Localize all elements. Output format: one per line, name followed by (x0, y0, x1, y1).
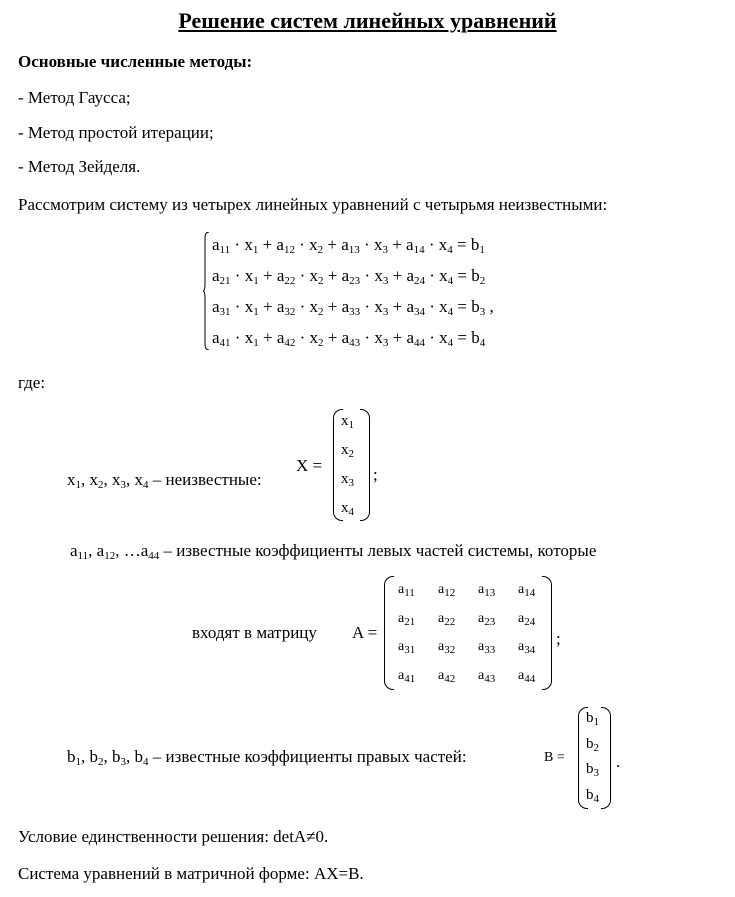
matrix-cell (478, 612, 495, 626)
rhs-line (67, 747, 467, 768)
entry: $b_3$ (586, 761, 599, 779)
a-trailing: ; (556, 629, 561, 648)
entry-subscript: 3 (593, 767, 599, 779)
coefficient: $a_{32}$ (276, 297, 296, 318)
variable: $x_2$ (309, 328, 324, 349)
variable-subscript: 3 (382, 306, 389, 318)
rhs-text: – известные коэффициенты правых частей: (152, 747, 467, 766)
entry-subscript: 1 (593, 716, 599, 728)
coefficient-subscript: 23 (349, 275, 361, 287)
coefficient: $a_{42}$ (276, 328, 296, 349)
b-trailing: . (616, 752, 621, 771)
coefficient-subscript: 34 (413, 306, 425, 318)
entry: $a_{13}$ (478, 582, 496, 599)
entry: $x_3$ (341, 471, 354, 489)
coefficient-subscript: 13 (348, 244, 360, 256)
variable: $x_4$ (438, 235, 453, 256)
coefficient-subscript: 11 (77, 550, 89, 562)
coefficient: $a_{12}$ (276, 235, 295, 256)
matrix-form: Система уравнений в матричной форме: AX=B. (18, 864, 364, 883)
matrix-cell (518, 583, 535, 597)
unknown-subscript: 4 (143, 479, 149, 491)
matrix-cell (398, 669, 415, 683)
entry: $a_{41}$ (398, 667, 416, 685)
unknowns-text: – неизвестные: (152, 470, 262, 489)
equation-row: $a_{21} \cdot x_1 + a_{22} \cdot x_2 + a_{23} \cdot x_3 + a_{24} \cdot x_4 = b_2$ (212, 266, 486, 287)
entry-subscript: 41 (404, 672, 416, 685)
rhs-coefficient-subscript: 3 (120, 756, 126, 768)
vector-entry (586, 762, 599, 777)
entry: $a_{34}$ (518, 639, 536, 656)
coefficient: $a_{22}$ (276, 266, 296, 287)
entry: $a_{33}$ (478, 639, 496, 656)
entry: $a_{21}$ (398, 610, 416, 628)
entry-subscript: 23 (484, 615, 496, 628)
rhs-term: $b_4$ (471, 328, 486, 349)
rhs-coefficient: $b_3$ (112, 747, 126, 768)
coefficient-subscript: 14 (413, 244, 425, 256)
entry: $a_{32}$ (438, 639, 456, 656)
method-item: - Метод простой итерации; (18, 123, 214, 142)
entry: $x_1$ (341, 413, 354, 431)
entry-subscript: 33 (484, 644, 496, 656)
variable-subscript: 4 (447, 244, 453, 256)
equation-row: $a_{41} \cdot x_1 + a_{42} \cdot x_2 + a_{43} \cdot x_3 + a_{44} \cdot x_4 = b_4$ (212, 328, 486, 349)
intro-text: Рассмотрим систему из четырех линейных уравнений с четырьмя неизвестными: (18, 195, 608, 214)
rhs-coefficient: $b_2$ (89, 747, 104, 768)
matrix-cell (398, 612, 415, 626)
variable-subscript: 3 (382, 275, 389, 287)
rhs-coefficient-subscript: 4 (143, 756, 149, 768)
entry: $a_{24}$ (518, 610, 536, 628)
variable-subscript: 1 (253, 306, 259, 318)
entry: $a_{14}$ (518, 582, 536, 599)
entry-subscript: 2 (348, 448, 354, 460)
matrix-cell (398, 583, 415, 597)
variable: $x_2$ (309, 266, 324, 287)
rhs-term-subscript: 1 (479, 244, 485, 256)
variable: $x_3$ (373, 235, 388, 256)
variable: $x_1$ (244, 266, 259, 287)
rhs-coefficient-subscript: 1 (75, 756, 81, 768)
entry-subscript: 4 (593, 792, 599, 805)
unknown: $x_1$ (67, 470, 81, 491)
entry-subscript: 12 (444, 587, 456, 599)
rhs-term: $b_1$ (470, 235, 485, 256)
coefficient: $a_{33}$ (341, 297, 361, 318)
unknown: $x_2$ (89, 470, 104, 491)
equation-row: $a_{11} \cdot x_1 + a_{12} \cdot x_2 + a_{13} \cdot x_3 + a_{14} \cdot x_4 = b_1$ (212, 235, 485, 256)
unknowns-line (67, 470, 262, 491)
matrix-cell (438, 583, 455, 597)
entry-subscript: 2 (593, 741, 599, 754)
rhs-list: $b_1$, $b_2$, $b_3$, $b_4$ (67, 747, 149, 768)
rhs-coefficient-subscript: 2 (98, 756, 104, 768)
coefficient-subscript: 33 (349, 306, 361, 318)
coefficient-subscript: 32 (284, 306, 296, 318)
coefficient: $a_{12}$ (96, 541, 116, 562)
trailing-comma: , (485, 297, 494, 316)
variable-subscript: 4 (447, 275, 454, 287)
vector-entry (341, 414, 354, 429)
rhs-term: $b_3$ (471, 297, 486, 318)
coefficients-text: – известные коэффициенты левых частей системы, которые (163, 541, 597, 560)
vector-entry (341, 501, 354, 516)
coefficient-subscript: 22 (284, 275, 296, 287)
entry-subscript: 42 (444, 672, 456, 685)
b-matrix-label: B = (544, 750, 565, 765)
matrix-cell (438, 669, 455, 683)
unknown-subscript: 1 (75, 479, 81, 491)
right-paren (360, 409, 370, 521)
matrix-cell (478, 640, 495, 654)
entry-subscript: 22 (444, 615, 456, 628)
entry-subscript: 14 (524, 587, 536, 599)
coefficient-subscript: 24 (413, 275, 425, 287)
variable: $x_1$ (244, 235, 259, 256)
entry-subscript: 32 (444, 644, 456, 656)
variable: $x_3$ (374, 266, 389, 287)
coefficient-subscript: 44 (413, 337, 425, 349)
system-brace (203, 232, 209, 350)
entry: $b_1$ (586, 710, 599, 728)
matrix-intro: входят в матрицу (192, 623, 317, 642)
coefficient: $a_{21}$ (212, 266, 231, 287)
entry: $x_2$ (341, 442, 354, 460)
entry-subscript: 11 (404, 587, 415, 599)
entry-subscript: 31 (404, 644, 416, 656)
a-matrix-label: A = (352, 623, 378, 642)
unknown-subscript: 2 (98, 479, 104, 491)
coefficient: $a_{23}$ (341, 266, 361, 287)
entry-subscript: 13 (484, 587, 496, 599)
vector-entry (341, 443, 354, 458)
coefficient: $a_{44}$ (406, 328, 425, 349)
entry: $a_{23}$ (478, 610, 496, 628)
entry: $b_4$ (586, 786, 599, 805)
variable: $x_4$ (439, 266, 454, 287)
matrix-cell (518, 612, 535, 626)
coefficient: $a_{24}$ (406, 266, 425, 287)
entry-subscript: 34 (524, 644, 536, 656)
variable: $x_4$ (439, 328, 454, 349)
vector-entry (341, 472, 354, 487)
entry: $a_{11}$ (398, 582, 415, 599)
coefficient: $a_{11}$ (70, 541, 89, 562)
coefficient: $a_{13}$ (341, 235, 360, 256)
coefficient-subscript: 31 (219, 306, 231, 318)
variable: $x_2$ (309, 297, 324, 318)
matrix-cell (518, 669, 535, 683)
matrix-cell (478, 669, 495, 683)
vector-entry (586, 711, 599, 726)
where-label: где: (18, 373, 46, 392)
methods-heading: Основные численные методы: (18, 52, 253, 71)
variable: $x_3$ (374, 297, 389, 318)
coefficients-list: $a_{11}$, $a_{12}$, $\dots a_{44}$ (70, 541, 160, 562)
matrix-cell (438, 640, 455, 654)
unknown: $x_3$ (112, 470, 126, 491)
rhs-term: $b_2$ (471, 266, 486, 287)
coefficient: $a_{43}$ (341, 328, 361, 349)
vector-entry (586, 788, 599, 803)
right-paren (601, 707, 611, 809)
entry: $a_{42}$ (438, 667, 456, 685)
entry-subscript: 3 (348, 477, 354, 489)
variable: $x_1$ (244, 297, 259, 318)
entry-subscript: 24 (524, 615, 536, 628)
coefficient: $a_{34}$ (406, 297, 425, 318)
variable-subscript: 3 (382, 244, 388, 256)
coefficient-subscript: 42 (284, 337, 296, 349)
unknowns-list: $x_1$, $x_2$, $x_3$, $x_4$ (67, 470, 149, 491)
entry-subscript: 43 (484, 672, 496, 685)
variable: $x_2$ (309, 235, 324, 256)
entry-subscript: 1 (348, 419, 354, 431)
equation-row: $a_{31} \cdot x_1 + a_{32} \cdot x_2 + a_{33} \cdot x_3 + a_{34} \cdot x_4 = b_3$ , (212, 297, 494, 318)
vector-entry (586, 737, 599, 752)
method-item: - Метод Гаусса; (18, 88, 131, 107)
variable-subscript: 4 (447, 306, 454, 318)
x-trailing: ; (373, 465, 378, 484)
coefficients-line (70, 541, 597, 562)
variable-subscript: 1 (253, 275, 259, 287)
variable-subscript: 2 (318, 306, 324, 318)
right-paren (542, 576, 552, 690)
variable: $x_1$ (244, 328, 259, 349)
rhs-term-subscript: 2 (479, 275, 486, 287)
entry: $b_2$ (586, 735, 599, 754)
matrix-cell (398, 640, 415, 654)
rhs-term-subscript: 4 (479, 337, 486, 349)
method-item: - Метод Зейделя. (18, 157, 141, 176)
coefficient-subscript: 11 (219, 244, 231, 256)
coefficient: $a_{11}$ (212, 235, 231, 256)
variable-subscript: 1 (252, 244, 259, 256)
variable-subscript: 1 (253, 337, 259, 349)
variable-subscript: 2 (318, 275, 324, 287)
entry: $a_{31}$ (398, 639, 416, 656)
variable-subscript: 2 (317, 244, 324, 256)
rhs-coefficient: $b_4$ (134, 747, 149, 768)
variable: $x_3$ (374, 328, 389, 349)
entry: $a_{43}$ (478, 667, 496, 685)
variable-subscript: 2 (318, 337, 324, 349)
entry-subscript: 21 (404, 615, 416, 628)
entry: $a_{22}$ (438, 610, 456, 628)
matrix-cell (518, 640, 535, 654)
rhs-coefficient: $b_1$ (67, 747, 81, 768)
entry: $a_{44}$ (518, 667, 536, 685)
unknown: $x_4$ (134, 470, 149, 491)
coefficient-subscript: 21 (219, 275, 231, 287)
coefficient: $a_{14}$ (406, 235, 425, 256)
uniqueness-condition: Условие единственности решения: detA≠0. (18, 827, 329, 846)
coefficient-subscript: 41 (219, 337, 231, 349)
left-paren (384, 576, 394, 690)
coefficient-subscript: 44 (148, 550, 160, 562)
page-title: Решение систем линейных уравнений (178, 8, 557, 33)
variable-subscript: 3 (382, 337, 389, 349)
matrix-cell (438, 612, 455, 626)
coefficient-subscript: 12 (283, 244, 295, 256)
x-matrix-label: X = (296, 456, 323, 475)
coefficient: $a_{41}$ (212, 328, 231, 349)
coefficient-subscript: 12 (104, 550, 116, 562)
coefficient: $a_{44}$ (140, 541, 160, 562)
matrix-cell (478, 583, 495, 597)
entry-subscript: 44 (524, 672, 536, 685)
unknown-subscript: 3 (120, 479, 126, 491)
variable-subscript: 4 (447, 337, 454, 349)
variable: $x_4$ (439, 297, 454, 318)
entry: $a_{12}$ (438, 582, 456, 599)
rhs-term-subscript: 3 (479, 306, 486, 318)
coefficient-subscript: 43 (349, 337, 361, 349)
entry: $x_4$ (341, 500, 354, 518)
entry-subscript: 4 (348, 506, 354, 518)
coefficient: $a_{31}$ (212, 297, 231, 318)
